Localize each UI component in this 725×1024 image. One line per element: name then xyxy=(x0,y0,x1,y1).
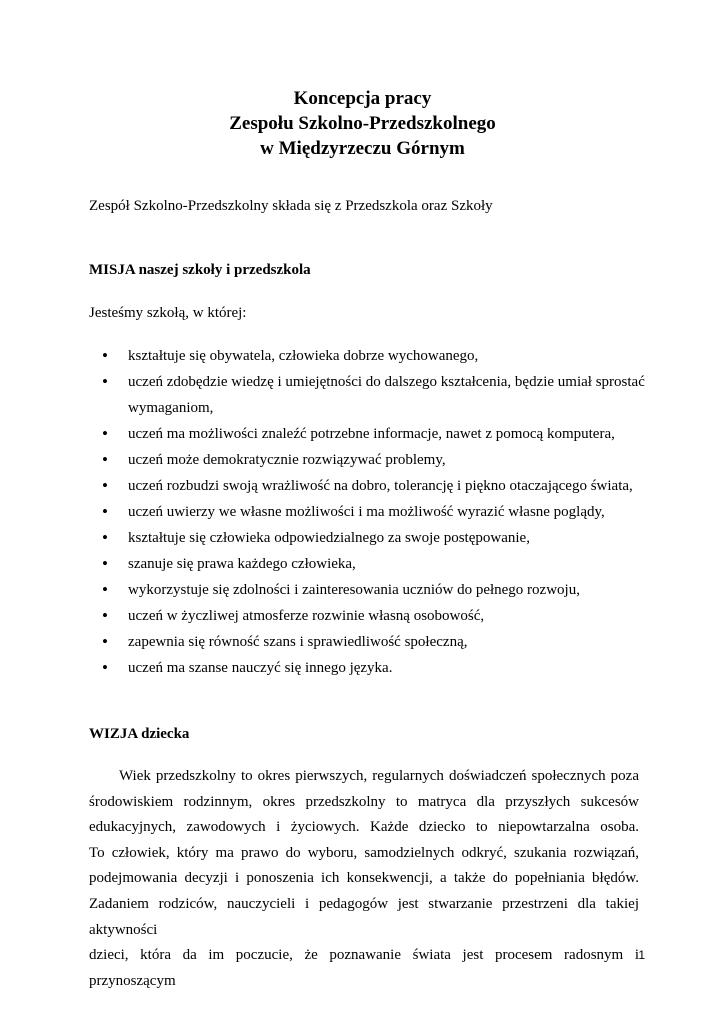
bullet-item: • wykorzystuje się zdolności i zainteresowania uczniów do pełnego rozwoju, xyxy=(102,577,647,603)
title-line-2: Zespołu Szkolno-Przedszkolnego xyxy=(229,113,496,134)
title-line-3: w Międzyrzeczu Górnym xyxy=(260,138,465,159)
bullet-item: • kształtuje się obywatela, człowieka dobrze wychowanego, xyxy=(102,343,647,369)
vision-line: Wiek przedszkolny to okres pierwszych, regularnych doświadczeń społecznych poza xyxy=(119,768,639,784)
bullet-item: • uczeń w życzliwej atmosferze rozwinie własną osobowość, xyxy=(102,603,647,629)
vision-line: środowiskiem rodzinnym, okres przedszkolny to matryca dla przyszłych sukcesów xyxy=(89,793,639,810)
mission-bullet-list xyxy=(102,343,647,681)
bullet-item: • szanuje się prawa każdego człowieka, xyxy=(102,551,647,577)
page-number: 1 xyxy=(638,948,645,962)
vision-heading: WIZJA dziecka xyxy=(89,726,190,742)
vision-line: podejmowania decyzji i ponoszenia ich konsekwencji, a także do popełniania błędów. xyxy=(89,870,639,887)
bullet-item: • uczeń ma możliwości znaleźć potrzebne informacje, nawet z pomocą komputera, xyxy=(102,421,647,447)
bullet-item: • uczeń może demokratycznie rozwiązywać problemy, xyxy=(102,447,647,473)
bullet-item: • kształtuje się człowieka odpowiedzialnego za swoje postępowanie, xyxy=(102,525,647,551)
vision-paragraph xyxy=(89,764,639,994)
vision-line: Zadaniem rodziców, nauczycieli i pedagogów jest stwarzanie przestrzeni dla takiej aktywności xyxy=(89,895,639,938)
bullet-item: • uczeń zdobędzie wiedzę i umiejętności do dalszego kształcenia, będzie umiał sprostać wymaganiom, xyxy=(102,369,647,421)
document-title xyxy=(0,86,725,161)
bullet-item: • uczeń rozbudzi swoją wrażliwość na dobro, tolerancję i piękno otaczającego świata, xyxy=(102,473,647,499)
intro-text: Zespół Szkolno-Przedszkolny składa się z Przedszkola oraz Szkoły xyxy=(89,198,493,214)
bullet-item: • zapewnia się równość szans i sprawiedliwość społeczną, xyxy=(102,629,647,655)
bullet-item: • uczeń ma szanse nauczyć się innego języka. xyxy=(102,655,647,681)
mission-lead: Jesteśmy szkołą, w której: xyxy=(89,305,247,321)
title-line-1: Koncepcja pracy xyxy=(293,88,432,109)
vision-line: dzieci, która da im poczucie, że poznawanie świata jest procesem radosnym i przynoszącym xyxy=(89,947,639,989)
bullet-item: • uczeń uwierzy we własne możliwości i ma możliwość wyrazić własne poglądy, xyxy=(102,499,647,525)
vision-line: edukacyjnych, zawodowych i życiowych. Każde dziecko to niepowtarzalna osoba. xyxy=(89,819,639,836)
vision-line: To człowiek, który ma prawo do wyboru, samodzielnych odkryć, szukania rozwiązań, xyxy=(89,844,639,861)
mission-heading: MISJA naszej szkoły i przedszkola xyxy=(89,262,311,278)
